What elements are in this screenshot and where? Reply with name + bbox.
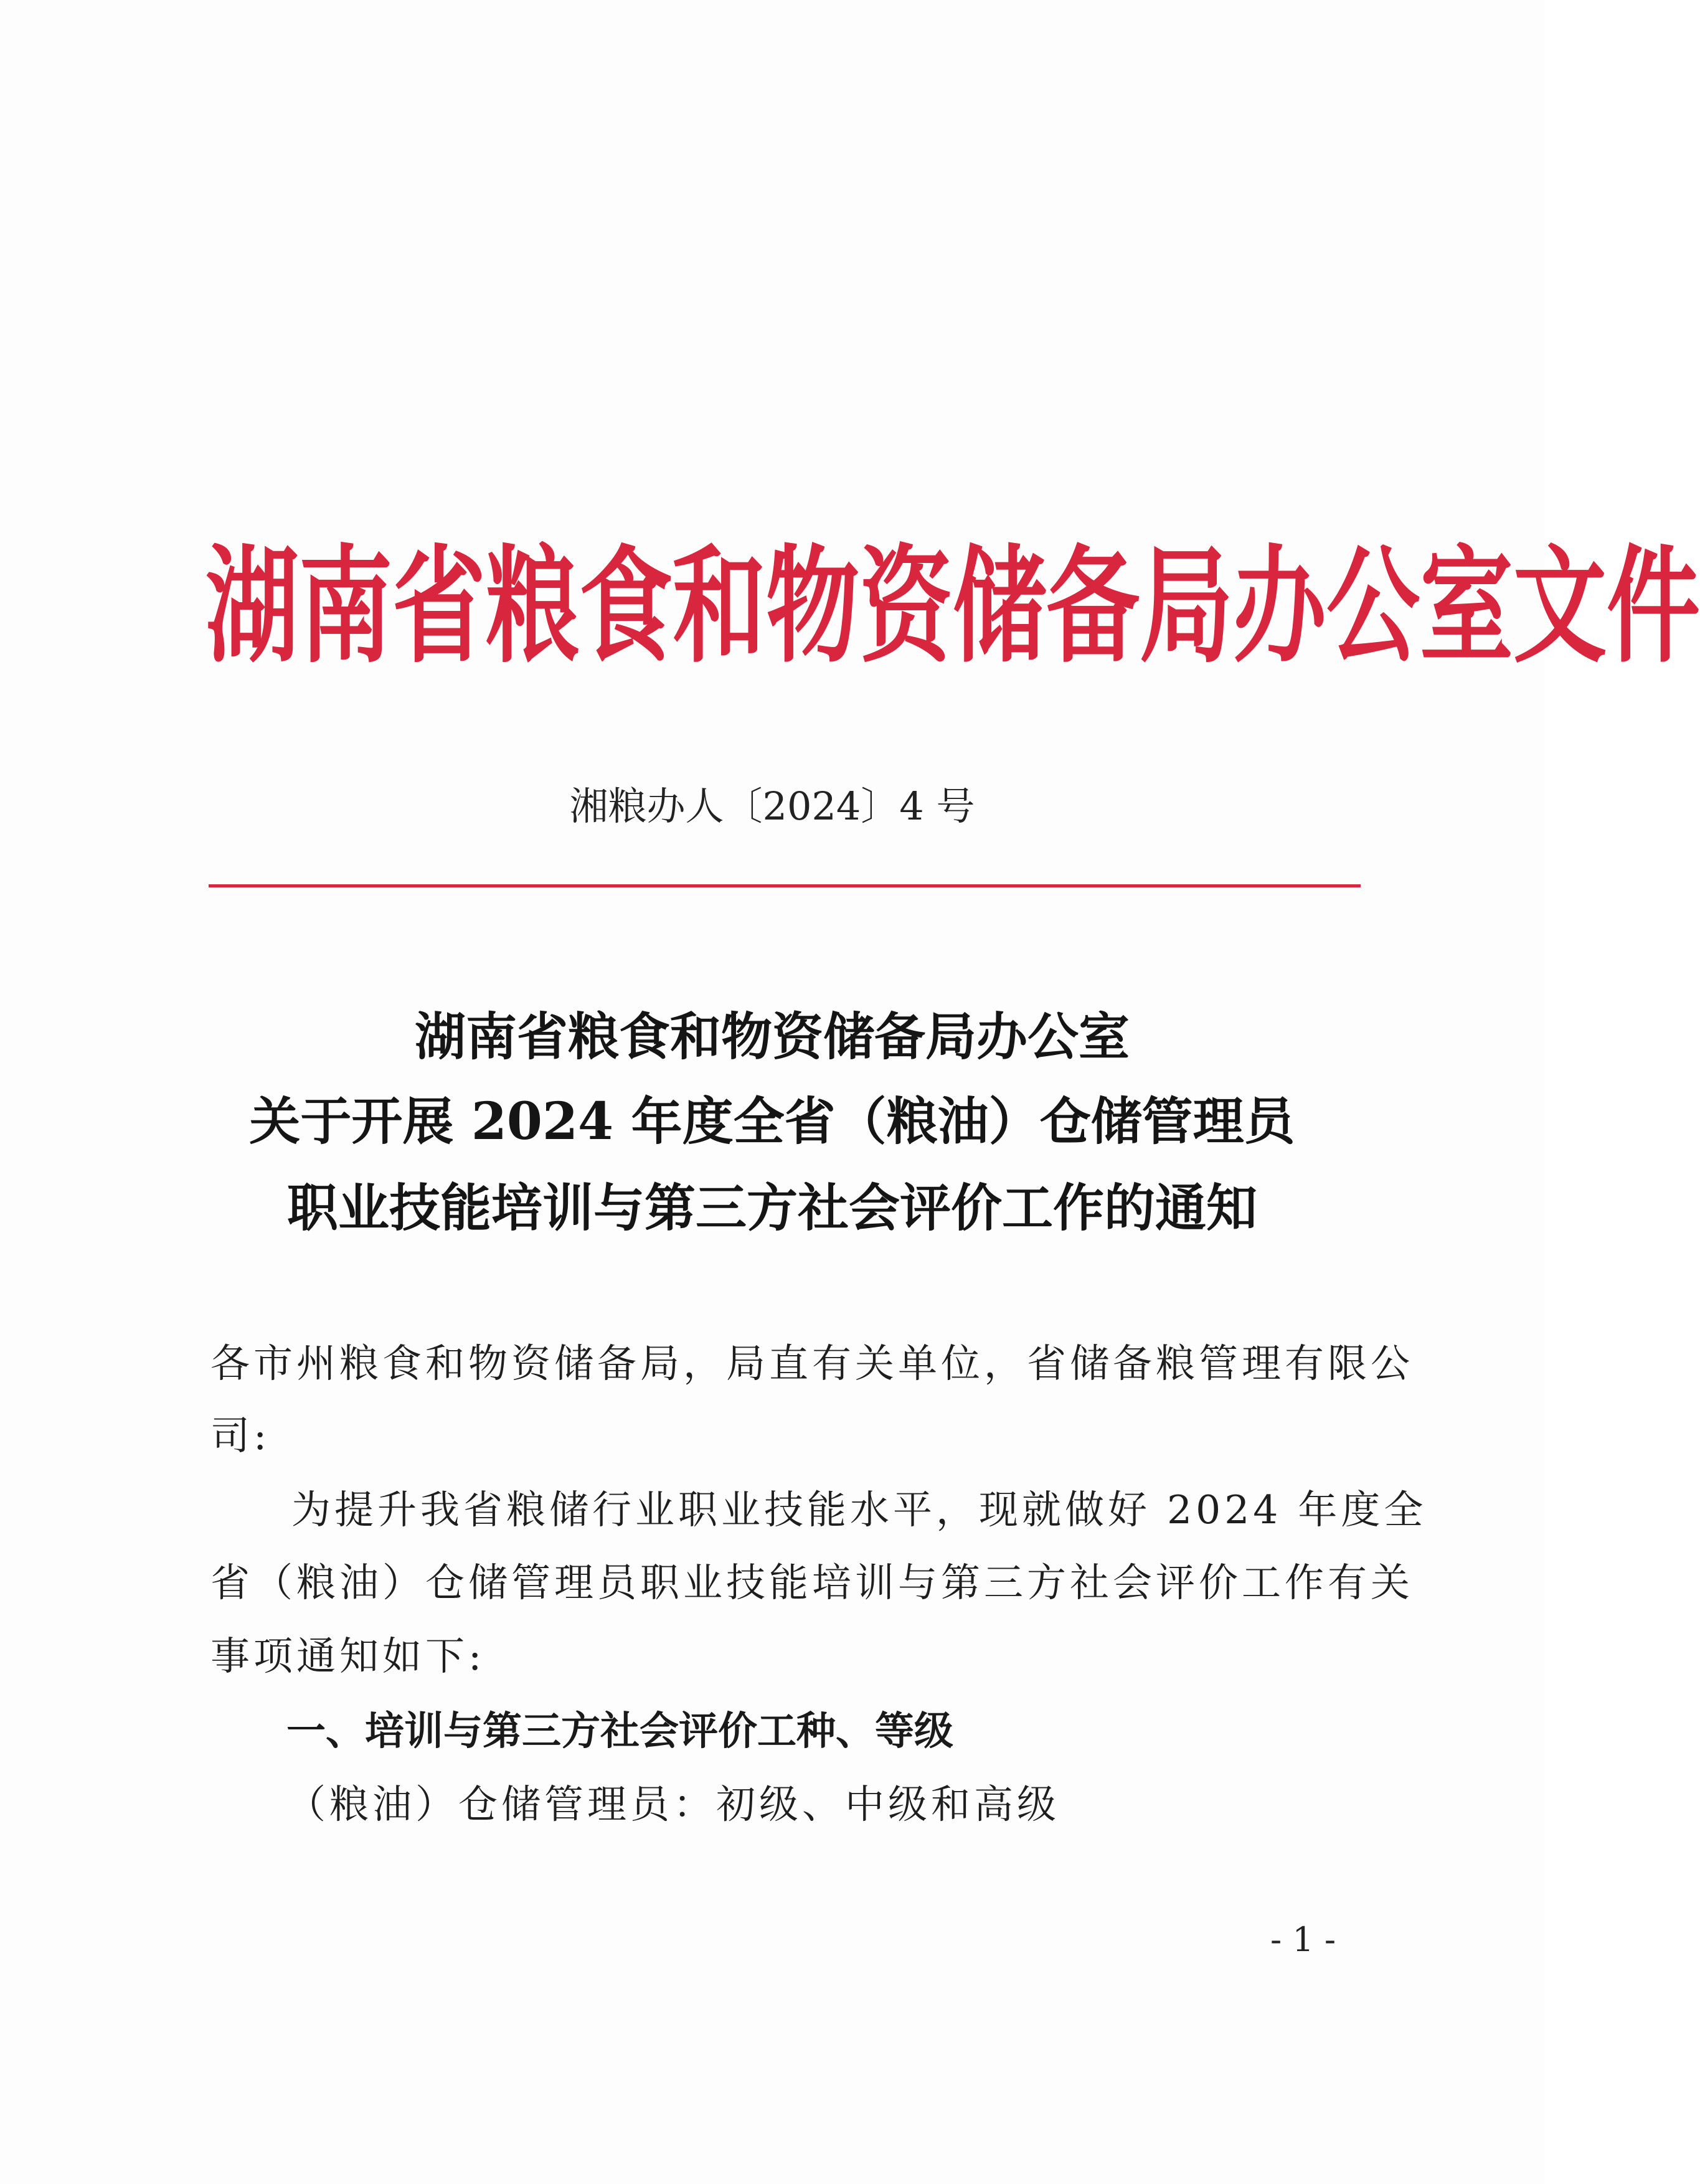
masthead-title: 湖南省粮食和物资储备局办公室文件 bbox=[205, 534, 1700, 681]
notice-title-line-3: 职业技能培训与第三方社会评价工作的通知 bbox=[286, 1178, 1257, 1238]
paragraph-1-line-2: 省（粮油）仓储管理员职业技能培训与第三方社会评价工作有关 bbox=[210, 1560, 1414, 1605]
section-1-line-1: （粮油）仓储管理员：初级、中级和高级 bbox=[286, 1782, 1060, 1827]
paragraph-1-line-1: 为提升我省粮储行业职业技能水平，现就做好 2024 年度全 bbox=[291, 1487, 1427, 1533]
page-number: - 1 - bbox=[1270, 1920, 1336, 1959]
notice-title-line-2: 关于开展 2024 年度全省（粮油）仓储管理员 bbox=[249, 1092, 1295, 1151]
notice-title-line-1: 湖南省粮食和物资储备局办公室 bbox=[414, 1007, 1130, 1067]
section-1-heading: 一、培训与第三方社会评价工种、等级 bbox=[286, 1708, 953, 1754]
addressee-line-2: 司: bbox=[210, 1413, 271, 1458]
red-divider bbox=[209, 884, 1361, 887]
addressee-line-1: 各市州粮食和物资储备局，局直有关单位，省储备粮管理有限公 bbox=[210, 1341, 1414, 1386]
paragraph-1-line-3: 事项通知如下: bbox=[210, 1633, 486, 1679]
document-number: 湘粮办人〔2024〕4 号 bbox=[569, 783, 975, 829]
